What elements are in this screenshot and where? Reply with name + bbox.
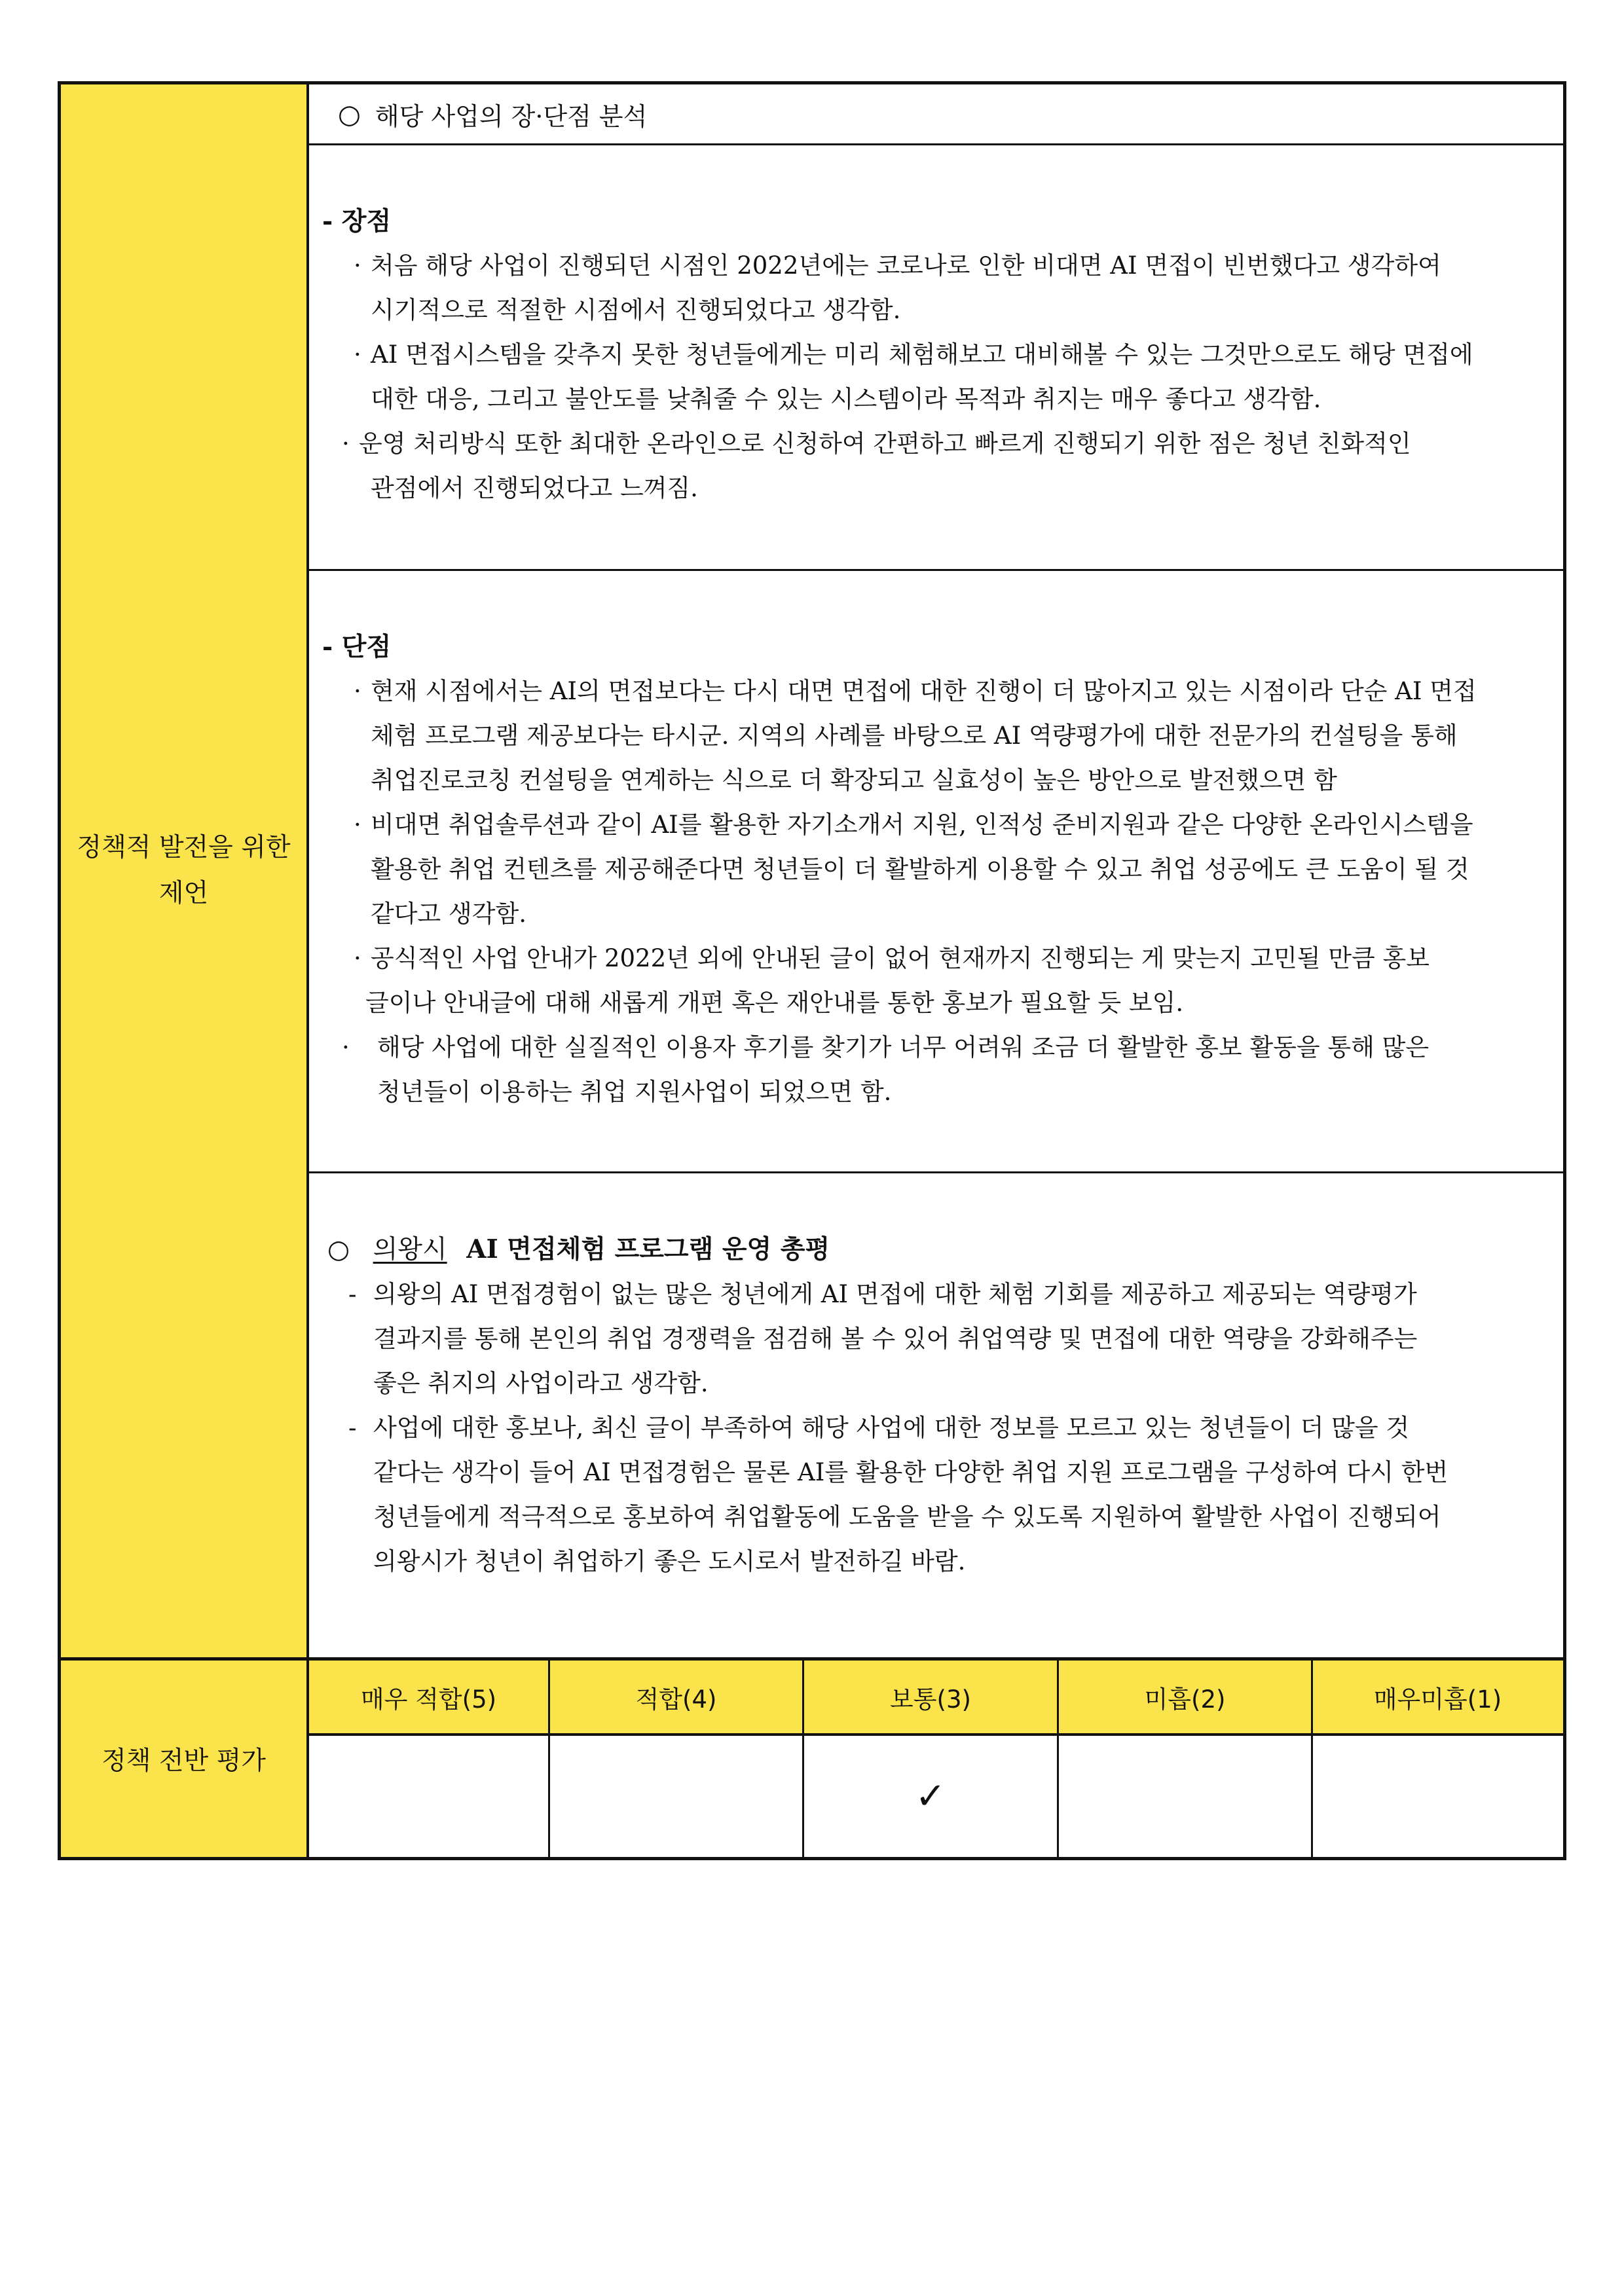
summary-city: 의왕시 xyxy=(373,1235,447,1264)
evaluation-cells xyxy=(309,1736,1563,1857)
pros-title: - 장점 xyxy=(322,206,392,236)
cons-item-line: 체험 프로그램 제공보다는 타시군. 지역의 사례를 바탕으로 AI 역량평가에 대한 전문가의 컨설팅을 통해 xyxy=(371,722,1458,750)
bullet-mark: - xyxy=(348,1280,357,1308)
cons-item-line: 같다고 생각함. xyxy=(371,900,526,928)
bullet-mark: · xyxy=(354,811,361,839)
summary-item-line: 의왕시가 청년이 취업하기 좋은 도시로서 발전하길 바람. xyxy=(373,1547,966,1575)
cons-item-line: 해당 사업에 대한 실질적인 이용자 후기를 찾기가 너무 어려워 조금 더 활발한 홍보 활동을 통해 많은 xyxy=(377,1033,1430,1061)
rating-header-insufficient: 미흡(2) xyxy=(1059,1661,1313,1733)
summary-item xyxy=(348,1272,1550,1406)
pros-item-line: AI 면접시스템을 갖추지 못한 청년들에게는 미리 체험해보고 대비해볼 수 있는 그것만으로도 해당 면접에 xyxy=(371,340,1473,369)
proposal-row xyxy=(61,84,1563,1661)
pros-item xyxy=(354,244,1550,333)
evaluation-label: 정책 전반 평가 xyxy=(61,1661,309,1857)
rating-header-suitable: 적합(4) xyxy=(550,1661,804,1733)
bullet-mark: · xyxy=(342,430,350,458)
pros-item xyxy=(342,422,1550,511)
pros-item-line: 관점에서 진행되었다고 느껴짐. xyxy=(371,474,698,502)
pros-item-line: 운영 처리방식 또한 최대한 온라인으로 신청하여 간편하고 빠르게 진행되기 위한 점은 청년 친화적인 xyxy=(359,430,1411,458)
bullet-mark: · xyxy=(354,251,361,280)
summary-item-line: 좋은 취지의 사업이라고 생각함. xyxy=(373,1369,709,1397)
cons-item xyxy=(354,669,1550,803)
analysis-heading-text: 해당 사업의 장·단점 분석 xyxy=(375,101,648,131)
cons-section xyxy=(309,571,1563,1173)
cons-title: - 단점 xyxy=(322,632,392,662)
cons-item-line: 글이나 안내글에 대해 새롭게 개편 혹은 재안내를 통한 홍보가 필요할 듯 보임. xyxy=(365,989,1184,1017)
rating-cell[interactable] xyxy=(1059,1736,1313,1857)
rating-header-average: 보통(3) xyxy=(804,1661,1059,1733)
pros-section xyxy=(309,145,1563,571)
pros-item-line: 처음 해당 사업이 진행되던 시점인 2022년에는 코로나로 인한 비대면 AI 면접이 빈번했다고 생각하여 xyxy=(371,251,1441,280)
summary-item-line: 의왕의 AI 면접경험이 없는 많은 청년에게 AI 면접에 대한 체험 기회를 제공하고 제공되는 역량평가 xyxy=(373,1280,1417,1308)
rating-cell[interactable] xyxy=(1313,1736,1562,1857)
cons-item-line: 공식적인 사업 안내가 2022년 외에 안내된 글이 없어 현재까지 진행되는 게 맞는지 고민될 만큼 홍보 xyxy=(371,944,1430,972)
bullet-mark: · xyxy=(354,340,361,369)
summary-title-text: AI 면접체험 프로그램 운영 총평 xyxy=(466,1234,830,1264)
proposal-content xyxy=(309,84,1563,1657)
bullet-mark: · xyxy=(354,944,361,972)
policy-review-table xyxy=(58,81,1566,1860)
summary-item-line: 같다는 생각이 들어 AI 면접경험은 물론 AI를 활용한 다양한 취업 지원 프로그램을 구성하여 다시 한번 xyxy=(373,1458,1449,1486)
cons-item xyxy=(354,803,1550,936)
cons-item-line: 취업진로코칭 컨설팅을 연계하는 식으로 더 확장되고 실효성이 높은 방안으로 발전했으면 함 xyxy=(371,766,1337,794)
cons-item-line: 활용한 취업 컨텐츠를 제공해준다면 청년들이 더 활발하게 이용할 수 있고 취업 성공에도 큰 도움이 될 것 xyxy=(371,855,1469,883)
summary-section xyxy=(309,1173,1563,1657)
rating-cell[interactable] xyxy=(309,1736,550,1857)
proposal-label-line2: 제언 xyxy=(158,879,209,908)
evaluation-headers xyxy=(309,1661,1563,1736)
evaluation-row xyxy=(61,1661,1563,1857)
cons-item xyxy=(354,936,1550,1025)
rating-header-very-suitable: 매우 적합(5) xyxy=(309,1661,550,1733)
cons-item-line: 청년들이 이용하는 취업 지원사업이 되었으면 함. xyxy=(377,1078,892,1106)
bullet-mark: · xyxy=(342,1033,350,1061)
rating-cell[interactable] xyxy=(804,1736,1059,1857)
pros-item-line: 시기적으로 적절한 시점에서 진행되었다고 생각함. xyxy=(371,296,901,324)
cons-item-line: 현재 시점에서는 AI의 면접보다는 다시 대면 면접에 대한 진행이 더 많아지고 있는 시점이라 단순 AI 면접 xyxy=(371,677,1477,705)
summary-item-line: 결과지를 통해 본인의 취업 경쟁력을 점검해 볼 수 있어 취업역량 및 면접에 대한 역량을 강화해주는 xyxy=(373,1325,1418,1353)
circle-marker-icon: ○ xyxy=(327,1234,350,1264)
proposal-label-line1: 정책적 발전을 위한 xyxy=(77,833,291,862)
cons-item-line: 비대면 취업솔루션과 같이 AI를 활용한 자기소개서 지원, 인적성 준비지원과 같은 다양한 온라인시스템을 xyxy=(371,811,1473,839)
summary-item xyxy=(348,1406,1550,1584)
bullet-mark: - xyxy=(348,1414,357,1442)
analysis-heading xyxy=(309,84,1563,145)
circle-marker-icon: ○ xyxy=(338,98,361,130)
evaluation-grid xyxy=(309,1661,1563,1857)
summary-item-line: 사업에 대한 홍보나, 최신 글이 부족하여 해당 사업에 대한 정보를 모르고 있는 청년들이 더 많을 것 xyxy=(373,1414,1410,1442)
proposal-label xyxy=(61,84,309,1657)
rating-cell[interactable] xyxy=(550,1736,804,1857)
pros-item xyxy=(354,333,1550,422)
checkmark-icon: ✓ xyxy=(915,1775,946,1818)
bullet-mark: · xyxy=(354,677,361,705)
summary-item-line: 청년들에게 적극적으로 홍보하여 취업활동에 도움을 받을 수 있도록 지원하여 활발한 사업이 진행되어 xyxy=(373,1503,1441,1531)
rating-header-very-insufficient: 매우미흡(1) xyxy=(1373,1685,1502,1714)
cons-item xyxy=(342,1025,1550,1114)
summary-title xyxy=(327,1227,1550,1272)
pros-item-line: 대한 대응, 그리고 불안도를 낮춰줄 수 있는 시스템이라 목적과 취지는 매우 좋다고 생각함. xyxy=(371,385,1321,413)
